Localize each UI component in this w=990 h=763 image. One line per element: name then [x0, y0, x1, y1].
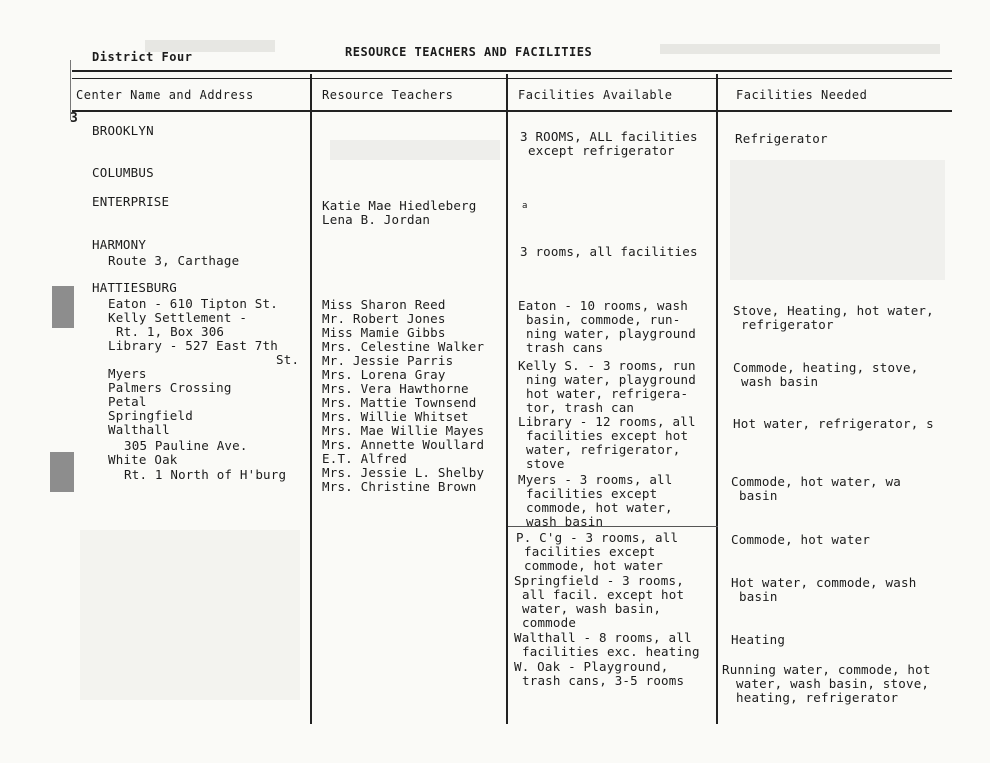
- center-white-oak: White Oak: [108, 452, 178, 467]
- available-line: commode: [522, 615, 577, 630]
- binder-tab-mark: [52, 286, 74, 328]
- center-springfield: Springfield: [108, 408, 193, 423]
- teacher-name: Lena B. Jordan: [322, 212, 431, 227]
- available-line: water, refrigerator,: [526, 442, 681, 457]
- available-palmers-crossing: [516, 531, 678, 573]
- needed-line: refrigerator: [741, 317, 834, 332]
- available-line: wash basin: [526, 514, 604, 529]
- teacher-name: Miss Mamie Gibbs: [322, 325, 446, 340]
- needed-line: Hot water, commode, wash: [731, 575, 917, 590]
- teacher-name: Mrs. Celestine Walker: [322, 339, 485, 354]
- needed-walthall: Heating: [731, 632, 786, 647]
- available-line: facilities exc. heating: [522, 644, 700, 659]
- center-harmony-address: Route 3, Carthage: [108, 253, 240, 268]
- center-eaton: Eaton - 610 Tipton St.: [108, 296, 278, 311]
- column-divider: [716, 74, 718, 724]
- column-header-center: Center Name and Address: [76, 88, 254, 102]
- available-line: ning water, playground: [526, 372, 696, 387]
- available-line: hot water, refrigera-: [526, 386, 689, 401]
- available-walthall: [514, 631, 700, 659]
- available-springfield: [514, 574, 684, 630]
- header-bottom-rule: [72, 110, 952, 112]
- available-line: facilities except: [526, 486, 658, 501]
- needed-line: basin: [739, 589, 778, 604]
- column-divider: [506, 74, 508, 724]
- table-top-rule-2: [72, 78, 952, 79]
- needed-kelly: [733, 361, 918, 389]
- available-line: Myers - 3 rooms, all: [518, 472, 673, 487]
- teacher-name: Mrs. Jessie L. Shelby: [322, 465, 485, 480]
- center-hattiesburg: HATTIESBURG: [92, 280, 177, 295]
- needed-line: Stove, Heating, hot water,: [733, 303, 934, 318]
- needed-line: water, wash basin, stove,: [736, 676, 930, 691]
- available-line: except refrigerator: [528, 143, 675, 158]
- center-myers: Myers: [108, 366, 147, 381]
- needed-library: Hot water, refrigerator, s: [733, 416, 934, 431]
- district-label: District Four: [92, 50, 193, 64]
- available-kelly: [518, 359, 696, 415]
- needed-line: wash basin: [741, 374, 819, 389]
- binder-tab-mark: [50, 452, 74, 492]
- center-walthall: Walthall: [108, 422, 170, 437]
- circled-mark: 3: [70, 111, 79, 126]
- needed-white-oak: [722, 663, 931, 705]
- available-white-oak: [514, 660, 684, 688]
- center-white-oak-address: Rt. 1 North of H'burg: [124, 467, 287, 482]
- available-line: Eaton - 10 rooms, wash: [518, 298, 688, 313]
- available-line: Library - 12 rooms, all: [518, 414, 696, 429]
- available-line: trash cans, 3-5 rooms: [522, 673, 685, 688]
- center-harmony: HARMONY: [92, 237, 147, 252]
- center-petal: Petal: [108, 394, 147, 409]
- teacher-name: Mrs. Lorena Gray: [322, 367, 446, 382]
- available-line: facilities except: [524, 544, 656, 559]
- teacher-name: Katie Mae Hiedleberg: [322, 198, 477, 213]
- needed-brooklyn: Refrigerator: [735, 131, 828, 146]
- needed-palmers-crossing: Commode, hot water: [731, 532, 871, 547]
- teacher-name: E.T. Alfred: [322, 451, 407, 466]
- available-line: W. Oak - Playground,: [514, 659, 669, 674]
- teacher-name: Mrs. Mae Willie Mayes: [322, 423, 485, 438]
- available-line: 3 ROOMS, ALL facilities: [520, 129, 698, 144]
- center-library-street: St.: [276, 352, 300, 367]
- needed-myers: [731, 475, 901, 503]
- needed-line: Commode, hot water, wa: [731, 474, 901, 489]
- needed-eaton: [733, 304, 934, 332]
- available-line: ning water, playground: [526, 326, 696, 341]
- teachers-enterprise: [322, 199, 477, 227]
- needed-line: Commode, heating, stove,: [733, 360, 919, 375]
- available-line: Springfield - 3 rooms,: [514, 573, 684, 588]
- table-top-rule: [72, 70, 952, 72]
- teacher-name: Mr. Jessie Parris: [322, 353, 454, 368]
- available-brooklyn: [520, 130, 698, 158]
- available-library: [518, 415, 696, 471]
- needed-springfield: [731, 576, 916, 604]
- scan-smudge: [730, 160, 945, 280]
- teacher-name: Mrs. Mattie Townsend: [322, 395, 477, 410]
- center-enterprise: ENTERPRISE: [92, 194, 170, 209]
- column-divider: [310, 74, 312, 724]
- available-line: Kelly S. - 3 rooms, run: [518, 358, 696, 373]
- teacher-name: Mrs. Willie Whitset: [322, 409, 469, 424]
- available-line: commode, hot water: [524, 558, 664, 573]
- scan-smudge: [330, 140, 500, 160]
- teacher-name: Mrs. Christine Brown: [322, 479, 477, 494]
- teacher-name: Mr. Robert Jones: [322, 311, 446, 326]
- needed-line: heating, refrigerator: [736, 690, 899, 705]
- teacher-name: Miss Sharon Reed: [322, 297, 446, 312]
- column-header-available: Facilities Available: [518, 88, 673, 102]
- column-header-needed: Facilities Needed: [736, 88, 868, 102]
- available-line: facilities except hot: [526, 428, 689, 443]
- needed-line: Running water, commode, hot: [722, 662, 931, 677]
- available-line: Walthall - 8 rooms, all: [514, 630, 692, 645]
- center-palmers-crossing: Palmers Crossing: [108, 380, 232, 395]
- needed-line: basin: [739, 488, 778, 503]
- available-eaton: [518, 299, 696, 355]
- teacher-name: Mrs. Vera Hawthorne: [322, 381, 469, 396]
- center-walthall-address: 305 Pauline Ave.: [124, 438, 248, 453]
- center-columbus: COLUMBUS: [92, 165, 154, 180]
- available-line: basin, commode, run-: [526, 312, 681, 327]
- center-kelly: Kelly Settlement -: [108, 310, 248, 325]
- available-line: water, wash basin,: [522, 601, 662, 616]
- teacher-name: Mrs. Annette Woullard: [322, 437, 485, 452]
- available-myers: [518, 473, 673, 529]
- document-title: RESOURCE TEACHERS AND FACILITIES: [345, 45, 593, 59]
- available-line: stove: [526, 456, 565, 471]
- available-line: tor, trash can: [526, 400, 635, 415]
- teachers-hattiesburg: [322, 298, 484, 494]
- available-enterprise-mark: a: [522, 201, 528, 211]
- center-brooklyn: BROOKLYN: [92, 123, 154, 138]
- available-harmony: 3 rooms, all facilities: [520, 244, 698, 259]
- center-library: Library - 527 East 7th: [108, 338, 278, 353]
- scan-smudge: [660, 44, 940, 54]
- available-line: trash cans: [526, 340, 604, 355]
- available-line: commode, hot water,: [526, 500, 673, 515]
- available-line: all facil. except hot: [522, 587, 685, 602]
- scan-smudge: [80, 530, 300, 700]
- column-header-teachers: Resource Teachers: [322, 88, 454, 102]
- available-line: P. C'g - 3 rooms, all: [516, 530, 679, 545]
- center-kelly-address: Rt. 1, Box 306: [116, 324, 225, 339]
